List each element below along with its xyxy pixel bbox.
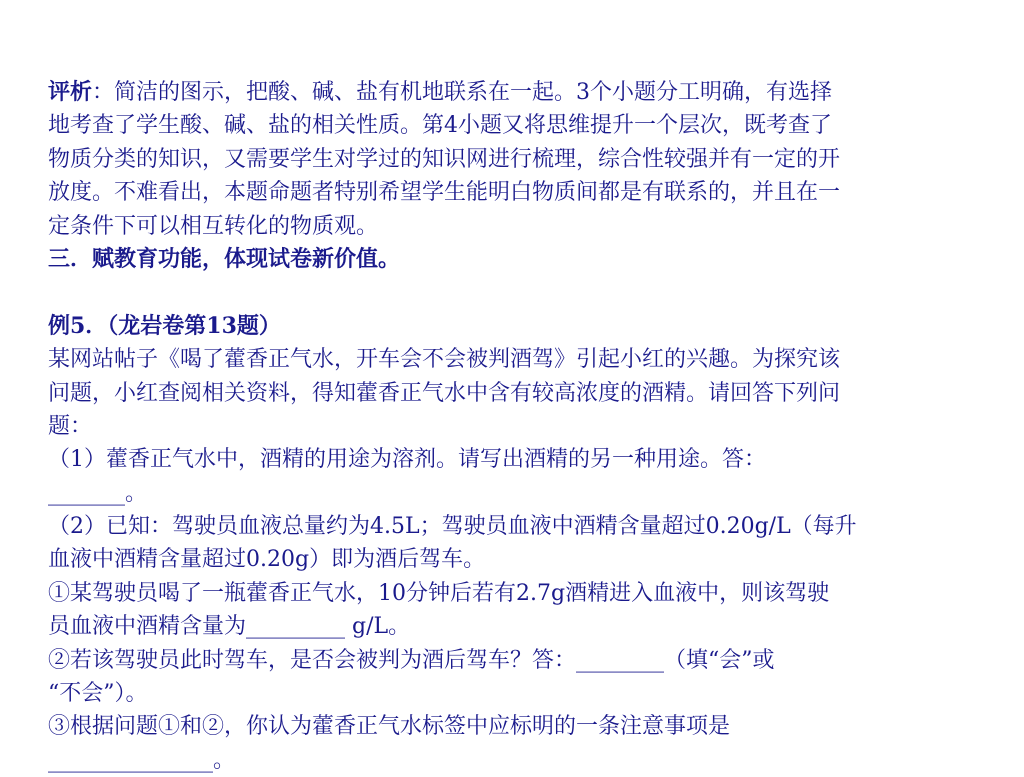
analysis-line-1 bbox=[48, 76, 978, 109]
document-page bbox=[48, 76, 978, 777]
analysis-label: 评析 bbox=[48, 79, 93, 105]
question-1-answer-blank: _______。 bbox=[48, 480, 148, 506]
blank-line bbox=[48, 276, 978, 309]
question-intro-line-2: 问题，小红查阅相关资料，得知藿香正气水中含有较高浓度的酒精。请回答下列问 bbox=[48, 380, 841, 406]
question-intro-line-1: 某网站帖子《喝了藿香正气水，开车会不会被判酒驾》引起小红的兴趣。为探究该 bbox=[48, 347, 841, 373]
analysis-line-2: 地考查了学生酸、碱、盐的相关性质。第4小题又将思维提升一个层次，既考查了 bbox=[48, 113, 832, 139]
question-intro-line-3: 题： bbox=[48, 413, 93, 439]
section-heading: 三．赋教育功能，体现试卷新价值。 bbox=[48, 245, 401, 272]
question-2-part-1-line-2: 员血液中酒精含量为_________ g/L。 bbox=[48, 614, 411, 640]
question-2-part-3-answer-blank: _______________。 bbox=[48, 747, 236, 773]
analysis-colon: ： bbox=[92, 80, 115, 105]
analysis-line-3: 物质分类的知识，又需要学生对学过的知识网进行梳理，综合性较强并有一定的开 bbox=[48, 146, 841, 172]
question-1-line-1: （1）藿香正气水中，酒精的用途为溶剂。请写出酒精的另一种用途。答： bbox=[48, 447, 766, 473]
analysis-line-4: 放度。不难看出，本题命题者特别希望学生能明白物质间都是有联系的，并且在一 bbox=[48, 180, 841, 206]
question-2-part-2-line-2: “不会”）。 bbox=[48, 681, 148, 707]
question-2-part-2-line-1: ②若该驾驶员此时驾车，是否会被判为酒后驾车？答：________（填“会”或 bbox=[48, 647, 775, 673]
example-heading: 例5．（龙岩卷第13题） bbox=[48, 312, 281, 339]
analysis-text-1: 简洁的图示，把酸、碱、盐有机地联系在一起。3个小题分工明确，有选择 bbox=[114, 80, 833, 105]
question-2-line-2: 血液中酒精含量超过0.20g）即为酒后驾车。 bbox=[48, 547, 486, 573]
question-2-part-3-line-1: ③根据问题①和②，你认为藿香正气水标签中应标明的一条注意事项是 bbox=[48, 714, 731, 740]
question-2-line-1: （2）已知：驾驶员血液总量约为4.5L；驾驶员血液中酒精含量超过0.20g/L（每升 bbox=[48, 514, 857, 540]
question-2-part-1-line-1: ①某驾驶员喝了一瓶藿香正气水，10分钟后若有2.7g酒精进入血液中，则该驾驶 bbox=[48, 580, 830, 606]
analysis-line-5: 定条件下可以相互转化的物质观。 bbox=[48, 213, 379, 239]
